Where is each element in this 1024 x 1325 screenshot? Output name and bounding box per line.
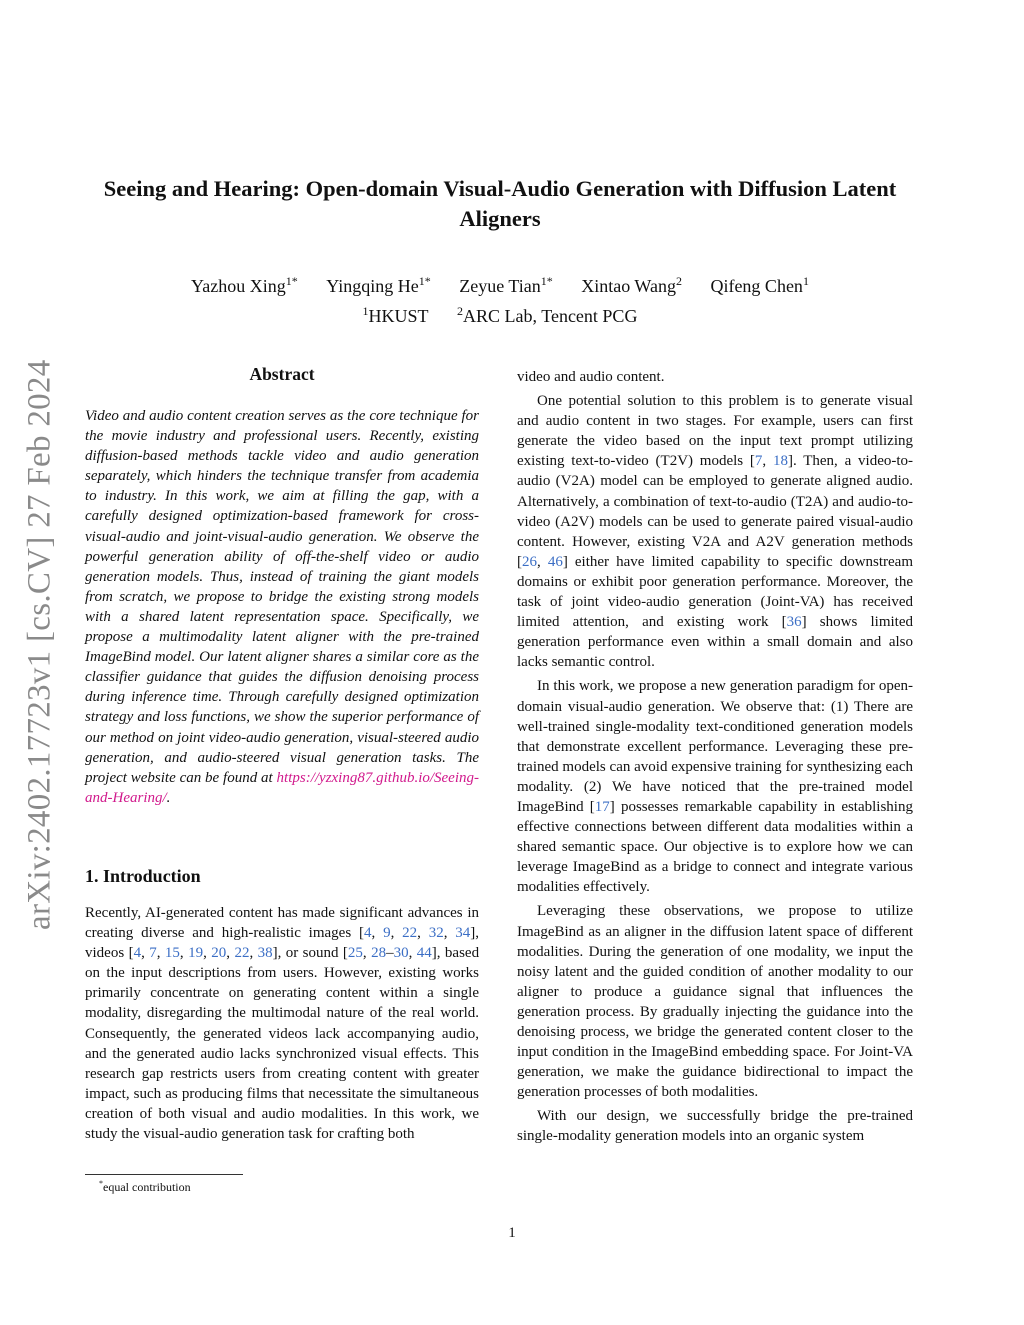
abstract-heading: Abstract <box>249 364 315 384</box>
citation-link[interactable]: 32 <box>428 925 444 942</box>
citation-link[interactable]: 7 <box>754 453 763 470</box>
paragraph: In this work, we propose a new generation paradigm for open-domain visual-audio generation. We observe that: (1) There are well-trained single-modality text-conditioned generation models that demonstrate excellent performance. Leveraging these pre-trained models can avoid expensive training for synthesizing each modality. (2) We have noticed that the pre-trained model ImageBind [17] possesses remarkable capability in establishing effective connections between different data modalities within a shared semantic space. Our objective is to explore how we can leverage ImageBind as a bridge to connect and integrate various modalities effectively. <box>517 678 913 896</box>
page-number: 1 <box>508 1225 516 1241</box>
citation-link[interactable]: 4 <box>133 945 142 962</box>
author: Yazhou Xing$^{1*}$ <box>191 274 298 296</box>
author-list <box>90 269 910 299</box>
citation-link[interactable]: 17 <box>594 798 610 815</box>
author-block <box>90 269 910 329</box>
citation-link[interactable]: 22 <box>234 945 250 962</box>
author: Xintao Wang$^2$ <box>581 274 682 296</box>
author: Yingqing $He^{1*}$ <box>326 274 431 296</box>
citation-link[interactable]: 38 <box>257 945 273 962</box>
project-website-link[interactable]: https://yzxing87.github.io/Seeing-and-Hearing/ <box>85 769 480 806</box>
citation-link[interactable]: 46 <box>547 553 563 570</box>
citation-link[interactable]: 28 <box>371 945 387 962</box>
citation-link[interactable]: 30 <box>393 945 409 962</box>
citation-link[interactable]: 15 <box>164 945 180 962</box>
citation-link[interactable]: 34 <box>455 925 471 942</box>
footnote-divider <box>85 1174 243 1175</box>
affiliation: $^1$HKUST <box>362 304 429 326</box>
right-column <box>517 367 913 1151</box>
abstract-body: Video and audio content creation serves as the core technique for the movie industry and professional users. Recently, existing diffusion-based methods tackle video and audio generation separately, which hinders the technique transfer from academia to industry. In this work, we aim at filling the gap, with a carefully designed optimization-based framework for cross-visual-audio and joint-visual-audio generation. We observe the powerful generation ability of off-the-shelf video or audio generation models. Thus, instead of training the giant models from scratch, we propose to bridge the existing strong models with a shared latent representation space. Specifically, we propose a multimodality latent aligner with the pre-trained ImageBind model. Our latent aligner shares a similar core as the classifier guidance that guides the diffusion denoising process during inference time. Through carefully designed optimization strategy and loss functions, we show the superior performance of our method on joint video-audio generation, visual-steered audio generation, and audio-steered visual generation tasks. The project website can be found at https://yzxing87.github.io/Seeing-and-Hearing/. <box>85 408 480 806</box>
paragraph: With our design, we successfully bridge the pre-trained single-modality generation models into an organic system <box>517 1108 913 1145</box>
affiliation-list <box>90 299 910 329</box>
author: Qifeng Chen$^1$ <box>710 274 809 296</box>
paragraph: One potential solution to this problem is to generate visual and audio content in two stages. For example, users can first generate the video based on the input text prompt utilizing existing text-to-video (T2V) models [7, 18]. Then, a video-to-audio (V2A) model can be employed to generate aligned audio. Alternatively, a combination of text-to-audio (T2A) and audio-to-video (A2V) models can be used to generate paired visual-audio content. However, existing V2A and A2V generation methods [26, 46] either have limited capability to specific downstream domains or exhibit poor generation performance. Moreover, the task of joint video-audio generation (Joint-VA) has received limited attention, and existing work [36] shows limited generation performance even within a small domain and also lacks semantic control. <box>517 393 914 671</box>
citation-link[interactable]: 25 <box>347 945 363 962</box>
citation-link[interactable]: 26 <box>522 553 537 570</box>
section-heading-introduction: 1. Introduction <box>85 866 201 886</box>
citation-link[interactable]: 4 <box>363 925 372 942</box>
citation-link[interactable]: 44 <box>416 945 432 962</box>
citation-link[interactable]: 9 <box>383 925 391 942</box>
introduction-paragraph: Recently, AI-generated content has made significant advances in creating diverse and high-realistic images [4, 9, 22, 32, 34], videos [4, 7, 15, 19, 20, 22, 38], or sound [25, 28–30, 44], based on the input descriptions from users. However, existing works primarily concentrate on generating content within a single modality, disregarding the multimodal nature of the real world. Consequently, the generated videos lack accompanying audio, and the generated audio lacks synchronized visual effects. This research gap restricts users from creating content with greater impact, such as producing films that necessitate the simultaneous creation of both visual and audio modalities. In this work, we study the visual-audio generation task for crafting both <box>85 905 480 1143</box>
paragraph: video and audio content. <box>517 369 665 385</box>
author: Zeyue Tian$^{1*}$ <box>459 274 553 296</box>
citation-link[interactable]: 36 <box>786 614 802 631</box>
affiliation: $^2$ARC Lab, Tencent PCG <box>457 304 638 326</box>
paper-title: Seeing and Hearing: Open-domain Visual-Audio Generation with Diffusion Latent Aligners <box>103 176 897 231</box>
footnote: *equal contribution <box>99 1179 191 1194</box>
citation-link[interactable]: 19 <box>188 945 204 962</box>
citation-link[interactable]: 7 <box>149 945 157 962</box>
citation-link[interactable]: 22 <box>402 925 418 942</box>
citation-link[interactable]: 20 <box>211 945 227 962</box>
arxiv-identifier: arXiv:2402.17723v1 [cs.CV] 27 Feb 2024 <box>21 359 58 931</box>
paragraph: Leveraging these observations, we propose to utilize ImageBind as an aligner in the diffusion latent space of different modalities. During the generation of one modality, we input the noisy latent and the guided condition of another modality to our aligner to produce a guidance signal that influences the generation process. By gradually injecting the guidance into the denoising process, we bridge the generated content closer to the input condition in the ImageBind embedding space. For Joint-VA generation, we make the guidance bidirectional to impact the generation processes of both modalities. <box>517 903 913 1101</box>
citation-link[interactable]: 18 <box>772 453 788 470</box>
